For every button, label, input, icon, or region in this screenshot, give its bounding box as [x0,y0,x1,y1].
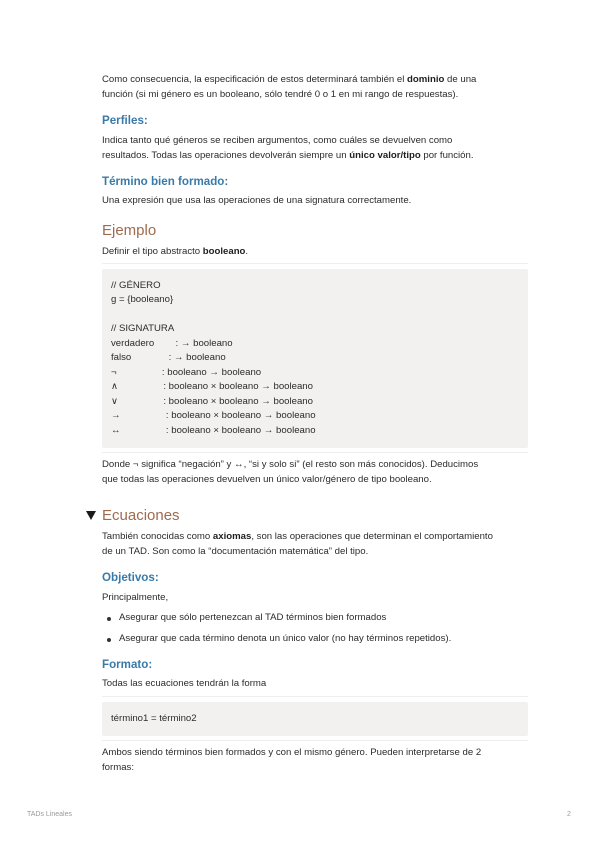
termino-text: Una expresión que usa las operaciones de una signatura correctamente. [102,195,412,206]
ejemplo-after-paragraph [102,458,528,487]
intro-line-2: función (si mi género es un booleano, sólo tendré 0 o 1 en mi rango de respuestas). [102,88,459,100]
collapse-toggle-icon[interactable] [86,511,96,520]
divider [102,696,528,697]
ecuaciones-line-1: También conocidas como axiomas, son las operaciones que determinan el comportamiento [102,531,493,542]
divider [102,740,528,741]
intro-paragraph [102,73,528,102]
termino-heading: Término bien formado: [102,175,229,188]
footer-title: TADs Lineales [27,811,73,818]
code-line: // GÉNERO [111,280,161,291]
code-line: ∧ : booleano × booleano → booleano [111,381,313,392]
list-item: Asegurar que cada término denota un único valor (no hay términos repetidos). [102,632,528,647]
code-line: g = {booleano} [111,294,174,305]
divider [102,452,528,453]
termino-paragraph [102,194,528,209]
objetivos-intro [102,591,528,606]
list-item: Asegurar que sólo pertenezcan al TAD términos bien formados [102,611,528,626]
code-line: ↔ : booleano × booleano → booleano [111,425,316,436]
formato-heading: Formato: [102,658,153,671]
ecuaciones-line-2: de un TAD. Son como la “documentación matemática” del tipo. [102,545,369,557]
perfiles-line-1: Indica tanto qué géneros se reciben argumentos, como cuáles se devuelven como [102,135,453,146]
ejemplo-heading: Ejemplo [102,222,157,239]
perfiles-line-2: resultados. Todas las operaciones devolverán siempre un único valor/tipo por función. [102,149,474,161]
code-line: // SIGNATURA [111,323,175,334]
objetivos-list [102,611,528,652]
page-number: 2 [567,811,571,818]
formato-code-block [102,702,528,736]
code-line: ∨ : booleano × booleano → booleano [111,396,313,407]
objetivos-intro-text: Principalmente, [102,592,169,603]
ejemplo-after-line-1: Donde ¬ significa “negación” y ↔, “si y solo si” (el resto son más conocidos). Deducimos [102,459,479,470]
perfiles-paragraph [102,134,528,163]
ejemplo-after-line-2: que todas las operaciones devuelven un único valor/género de tipo booleano. [102,473,432,485]
divider [102,263,528,264]
ecuaciones-paragraph [102,530,528,559]
formato-text: Todas las ecuaciones tendrán la forma [102,678,267,689]
code-line: verdadero : → booleano [111,338,233,349]
code-line: ¬ : booleano → booleano [111,367,262,378]
formato-paragraph [102,677,528,692]
intro-line-1: Como consecuencia, la especificación de estos determinará también el dominio de una [102,74,477,85]
code-line: → : booleano × booleano → booleano [111,410,316,421]
formato-after-line-2: formas: [102,761,134,773]
code-line: falso : → booleano [111,352,226,363]
ejemplo-paragraph [102,245,528,260]
ejemplo-text: Definir el tipo abstracto booleano. [102,246,249,257]
formato-after-line-1: Ambos siendo términos bien formados y con el mismo género. Pueden interpretarse de 2 [102,747,482,758]
objetivos-heading: Objetivos: [102,571,159,584]
perfiles-heading: Perfiles: [102,114,148,127]
formato-after-paragraph [102,746,528,775]
code-line: término1 = término2 [111,713,197,724]
signature-code-block [102,269,528,448]
ecuaciones-heading[interactable]: Ecuaciones [102,507,180,524]
